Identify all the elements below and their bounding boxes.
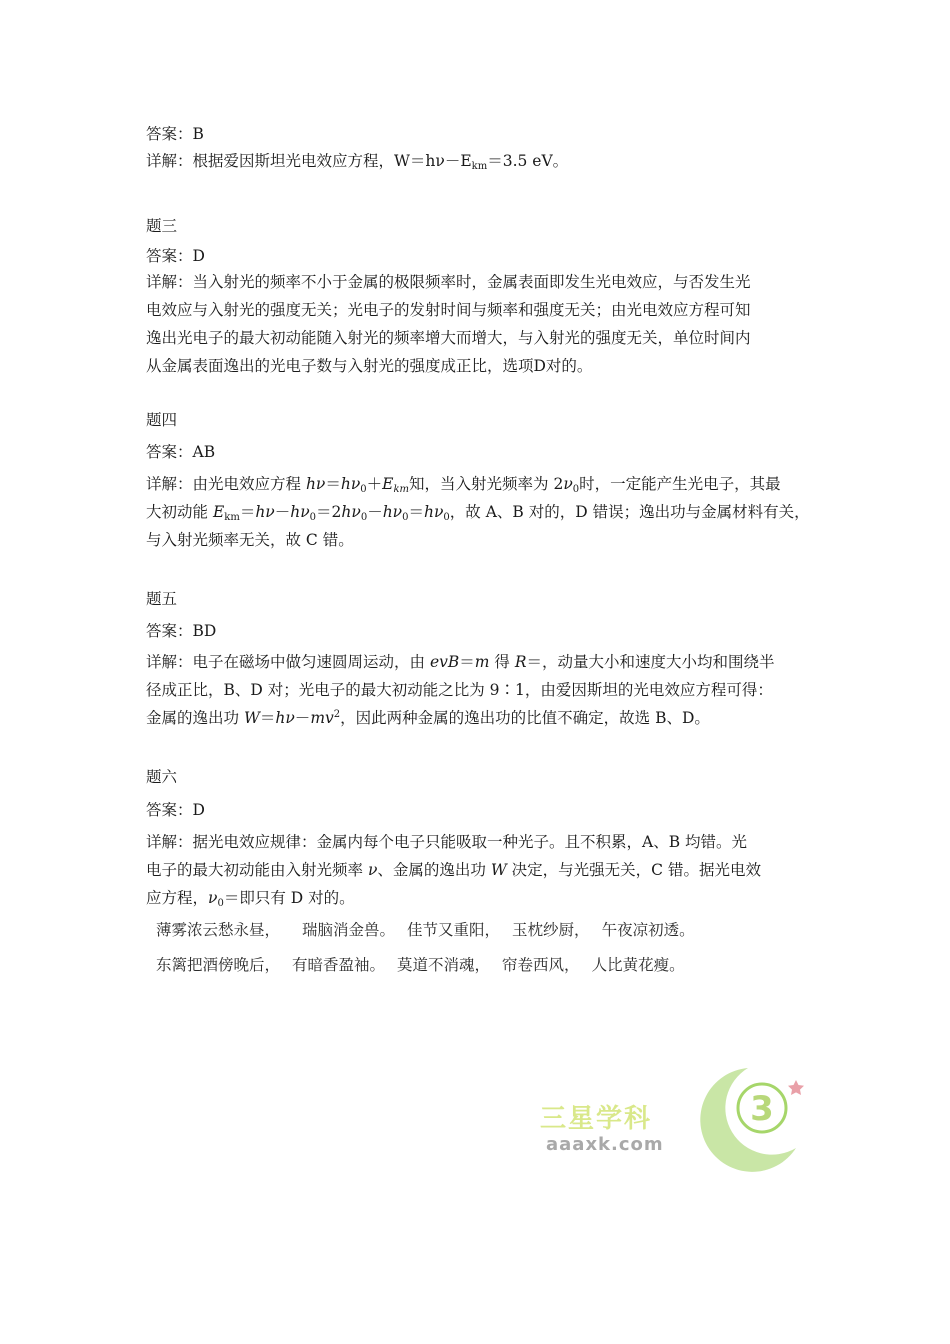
q5-answer: 答案：BD bbox=[146, 622, 217, 640]
logo-url-text: aaaxk.com bbox=[546, 1134, 664, 1155]
q3-detail: 详解：当入射光的频率不小于金属的极限频率时，金属表面即发生光电效应，与否发生光 电效应与入射光的强度无关；光电子的发射时间与频率和强度无关；由光电效应方程可知 逸出光电子的最大初动能随入射光的频率增大而增大，与入射光的强度无关，单位时间内 从金属表面逸出的光电子数与入射光的强度成正比，选项D对的。 bbox=[146, 273, 751, 375]
q6-detail: 详解：据光电效应规律：金属内每个电子只能吸取一种光子。且不积累，A、B 均错。光 电子的最大初动能由入射光频率 ν、金属的逸出功 W 决定，与光强无关，C 错。据光电效 应方程，$\nu_0=$即只有 D 对的。 bbox=[146, 833, 761, 909]
q5-detail: 详解：电子在磁场中做匀速圆周运动，由 evB＝m 得 R＝，动量大小和速度大小均和围绕半 径成正比，B、D 对；光电子的最大初动能之比为 9∶1，由爱因斯坦的光电效应方程可得： 金属的逸出功 $W=h\nu-mv^2$，因此两种金属的逸出功的比值不确定，故选 B、D。 bbox=[146, 653, 775, 727]
q2-detail: 详解：根据爱因斯坦光电效应方程，$W=h\nu-E_{km}=3.5$ eV。 bbox=[146, 152, 569, 172]
svg-text:3: 3 bbox=[750, 1089, 774, 1129]
q6-title: 题六 bbox=[146, 768, 178, 786]
q3-title: 题三 bbox=[146, 217, 178, 235]
q2-answer: 答案：B bbox=[146, 125, 204, 143]
q4-title: 题四 bbox=[146, 411, 178, 429]
q6-answer: 答案：D bbox=[146, 801, 205, 819]
logo-chinese-text: 三星学科 bbox=[540, 1104, 653, 1134]
logo-moon-icon bbox=[688, 1060, 810, 1175]
poem-line-1: 薄雾浓云愁永昼， 瑞脑消金兽。 佳节又重阳， 玉枕纱厨， 午夜凉初透。 bbox=[156, 921, 695, 939]
q4-detail: 详解：由光电效应方程 $h\nu=h\nu_0+E_{km}$知，当入射光频率为 $2\nu_0$时，一定能产生光电子，其最 大初动能 $E_{km}=h\nu-h\nu_0=2h\nu_0-h\nu_0=h\nu_0$，故 A、B 对的，D 错误；逸出功与金属材料有关， 与入射光频率无关，故 C 错。 bbox=[146, 475, 810, 549]
watermark-logo bbox=[540, 1060, 810, 1180]
q3-answer: 答案：D bbox=[146, 247, 205, 265]
poem-line-2: 东篱把酒傍晚后， 有暗香盈袖。 莫道不消魂， 帘卷西风， 人比黄花瘦。 bbox=[156, 956, 685, 974]
q4-answer: 答案：AB bbox=[146, 443, 216, 461]
q5-title: 题五 bbox=[146, 590, 178, 608]
